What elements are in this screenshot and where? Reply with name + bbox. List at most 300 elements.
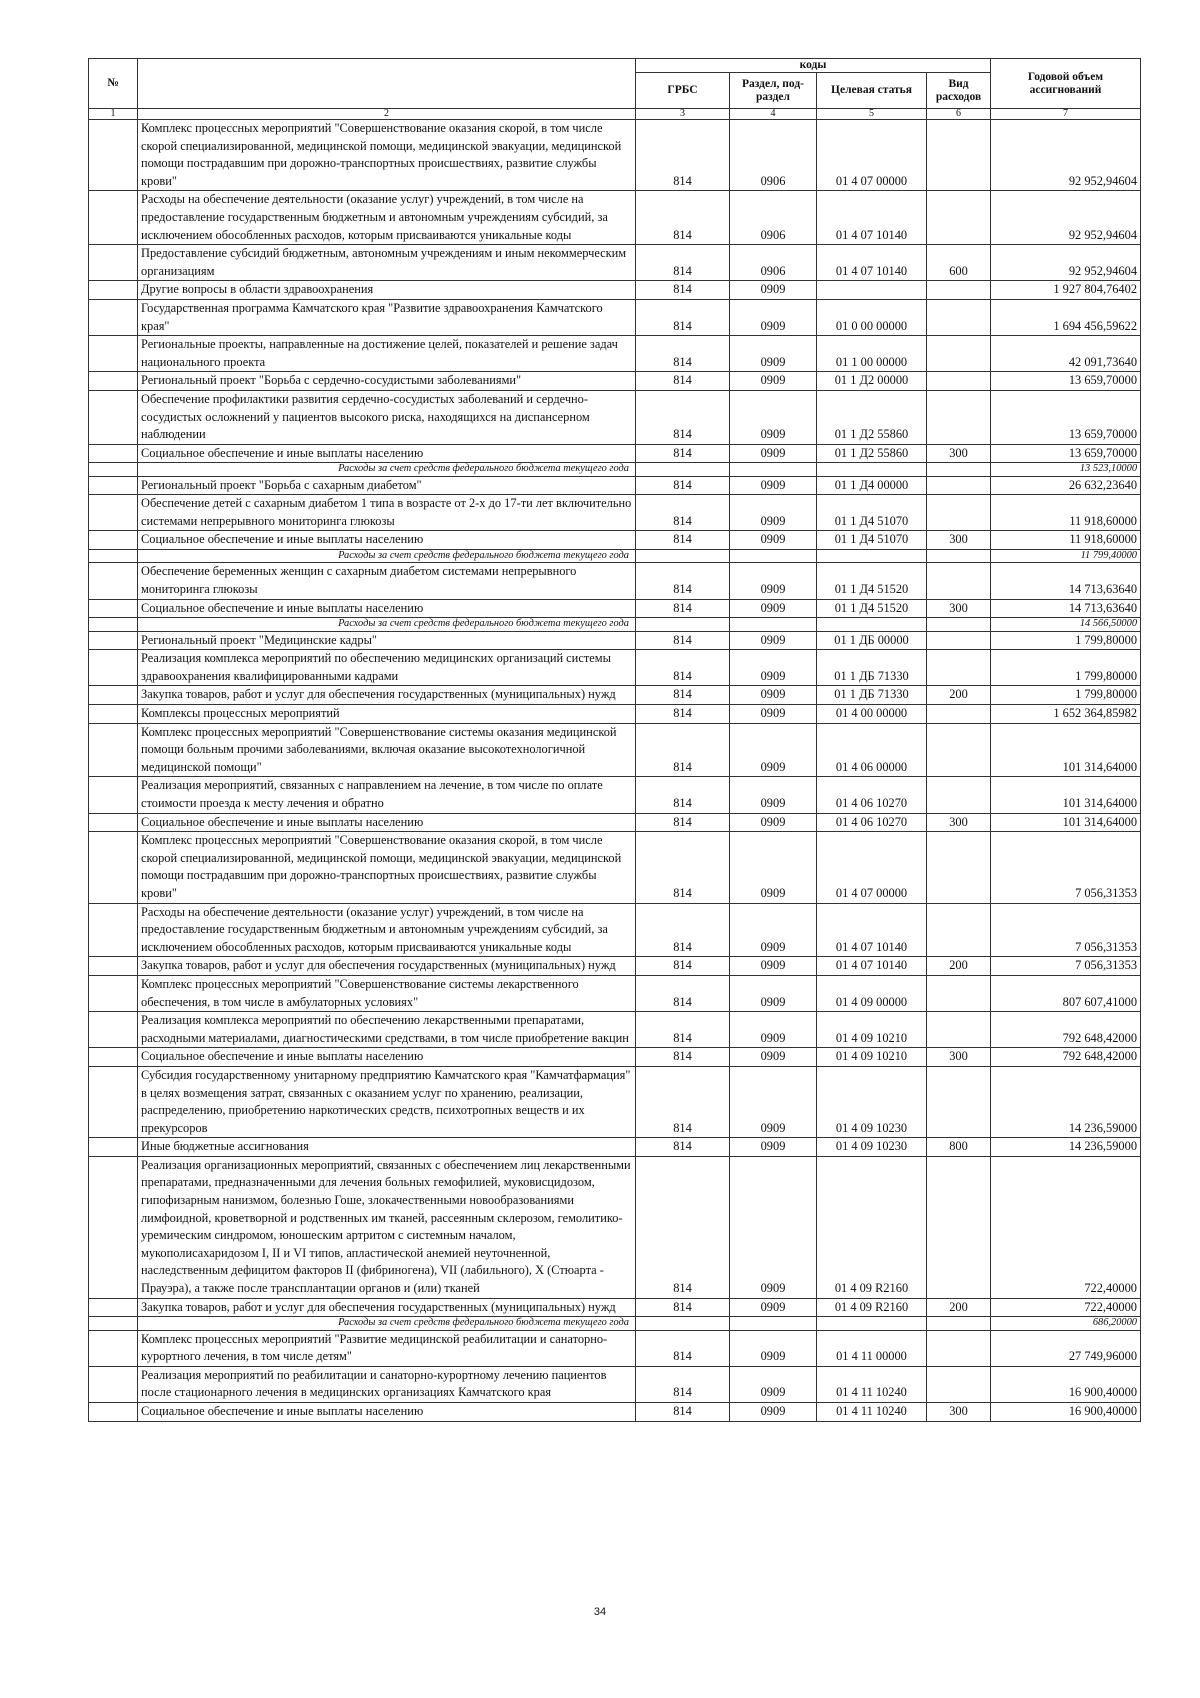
row-razdel: 0909 (730, 650, 817, 686)
row-celevaya (817, 618, 927, 631)
row-celevaya: 01 1 Д4 51070 (817, 531, 927, 550)
table-row (89, 372, 1141, 391)
row-grbs: 814 (636, 563, 730, 599)
row-celevaya (817, 463, 927, 476)
table-row (89, 1066, 1141, 1137)
row-grbs (636, 550, 730, 563)
row-razdel: 0909 (730, 281, 817, 300)
row-name: Реализация мероприятий по реабилитации и санаторно-курортному лечению пациентов после стационарного лечения в медицинских организациях Камчатского края (138, 1366, 636, 1402)
row-vid (927, 618, 991, 631)
row-name: Комплекс процессных мероприятий "Совершенствование оказания скорой, в том числе скорой специализированной, медицинской помощи, медицинской эвакуации, медицинской помощи пострадавшим при дорожно-транспортных происшествиях, развитие службы крови" (138, 120, 636, 191)
row-grbs: 814 (636, 1066, 730, 1137)
row-grbs (636, 618, 730, 631)
row-razdel: 0909 (730, 705, 817, 724)
row-celevaya: 01 4 06 00000 (817, 723, 927, 777)
row-number (89, 599, 138, 618)
row-razdel: 0909 (730, 631, 817, 650)
row-number (89, 463, 138, 476)
header-number: № (89, 59, 138, 109)
row-razdel: 0909 (730, 563, 817, 599)
row-razdel: 0909 (730, 531, 817, 550)
row-number (89, 957, 138, 976)
federal-budget-row (89, 1317, 1141, 1330)
row-celevaya: 01 1 Д4 00000 (817, 476, 927, 495)
table-row (89, 1156, 1141, 1298)
table-row (89, 686, 1141, 705)
row-vid: 200 (927, 957, 991, 976)
row-celevaya: 01 4 11 00000 (817, 1330, 927, 1366)
row-razdel (730, 1317, 817, 1330)
row-razdel: 0909 (730, 686, 817, 705)
row-number (89, 531, 138, 550)
row-grbs: 814 (636, 1048, 730, 1067)
row-vid (927, 563, 991, 599)
row-celevaya: 01 1 Д4 51520 (817, 599, 927, 618)
row-vid: 200 (927, 1298, 991, 1317)
row-razdel: 0909 (730, 723, 817, 777)
row-name: Комплекс процессных мероприятий "Совершенствование системы лекарственного обеспечения, в том числе в амбулаторных условиях" (138, 975, 636, 1011)
colnum-1: 1 (89, 109, 138, 120)
table-row (89, 1366, 1141, 1402)
row-razdel: 0909 (730, 444, 817, 463)
row-razdel: 0909 (730, 832, 817, 903)
table-row (89, 495, 1141, 531)
row-celevaya: 01 4 11 10240 (817, 1403, 927, 1422)
row-vid (927, 120, 991, 191)
row-number (89, 1298, 138, 1317)
row-razdel (730, 463, 817, 476)
row-amount: 16 900,40000 (991, 1403, 1141, 1422)
table-row (89, 1330, 1141, 1366)
colnum-2: 2 (138, 109, 636, 120)
row-celevaya: 01 4 09 R2160 (817, 1156, 927, 1298)
row-razdel: 0909 (730, 1138, 817, 1157)
row-grbs: 814 (636, 777, 730, 813)
row-number (89, 813, 138, 832)
table-header (89, 59, 1141, 120)
row-grbs: 814 (636, 191, 730, 245)
row-number (89, 903, 138, 957)
row-amount: 722,40000 (991, 1298, 1141, 1317)
row-celevaya: 01 4 07 10140 (817, 245, 927, 281)
table-row (89, 476, 1141, 495)
row-grbs: 814 (636, 495, 730, 531)
table-row (89, 975, 1141, 1011)
row-razdel: 0909 (730, 1403, 817, 1422)
row-celevaya: 01 1 Д2 55860 (817, 444, 927, 463)
row-amount: 92 952,94604 (991, 120, 1141, 191)
row-amount: 1 694 456,59622 (991, 299, 1141, 335)
row-amount: 7 056,31353 (991, 832, 1141, 903)
table-body (89, 120, 1141, 1422)
row-razdel: 0909 (730, 1366, 817, 1402)
colnum-5: 5 (817, 109, 927, 120)
row-amount: 11 799,40000 (991, 550, 1141, 563)
row-name: Комплексы процессных мероприятий (138, 705, 636, 724)
row-amount: 42 091,73640 (991, 336, 1141, 372)
row-grbs: 814 (636, 1012, 730, 1048)
row-number (89, 336, 138, 372)
row-number (89, 1330, 138, 1366)
row-grbs: 814 (636, 723, 730, 777)
row-grbs: 814 (636, 1403, 730, 1422)
row-name: Региональные проекты, направленные на достижение целей, показателей и решение задач национального проекта (138, 336, 636, 372)
row-vid: 300 (927, 531, 991, 550)
row-number (89, 191, 138, 245)
row-number (89, 1066, 138, 1137)
row-number (89, 1366, 138, 1402)
row-razdel: 0909 (730, 1330, 817, 1366)
row-celevaya: 01 1 ДБ 00000 (817, 631, 927, 650)
row-name: Обеспечение детей с сахарным диабетом 1 типа в возрасте от 2-х до 17-ти лет включительно системами непрерывного мониторинга глюкозы (138, 495, 636, 531)
budget-table-container (88, 58, 1140, 1422)
row-number (89, 1048, 138, 1067)
row-amount: 1 799,80000 (991, 650, 1141, 686)
page-number: 34 (593, 1606, 607, 1618)
row-grbs: 814 (636, 975, 730, 1011)
row-name: Предоставление субсидий бюджетным, автономным учреждениям и иным некоммерческим организациям (138, 245, 636, 281)
row-razdel (730, 618, 817, 631)
table-row (89, 903, 1141, 957)
row-name: Обеспечение профилактики развития сердечно-сосудистых заболеваний и сердечно-сосудистых осложнений у пациентов высокого риска, находящихся на диспансерном наблюдении (138, 390, 636, 444)
row-amount: 1 799,80000 (991, 686, 1141, 705)
row-number (89, 650, 138, 686)
row-name: Региональный проект "Борьба с сахарным диабетом" (138, 476, 636, 495)
row-celevaya: 01 1 Д2 55860 (817, 390, 927, 444)
row-vid (927, 495, 991, 531)
row-vid: 200 (927, 686, 991, 705)
row-number (89, 723, 138, 777)
row-celevaya: 01 0 00 00000 (817, 299, 927, 335)
row-number (89, 372, 138, 391)
row-vid (927, 723, 991, 777)
row-name: Реализация мероприятий, связанных с направлением на лечение, в том числе по оплате стоимости проезда к месту лечения и обратно (138, 777, 636, 813)
row-vid: 600 (927, 245, 991, 281)
row-amount: 14 236,59000 (991, 1066, 1141, 1137)
row-amount: 14 236,59000 (991, 1138, 1141, 1157)
row-name: Реализация комплекса мероприятий по обеспечению лекарственными препаратами, расходными материалами, диагностическими средствами, в том числе приобретение вакцин (138, 1012, 636, 1048)
row-amount: 101 314,64000 (991, 723, 1141, 777)
table-row (89, 299, 1141, 335)
table-row (89, 650, 1141, 686)
row-vid: 300 (927, 1403, 991, 1422)
row-grbs: 814 (636, 650, 730, 686)
row-celevaya: 01 1 ДБ 71330 (817, 650, 927, 686)
row-name: Закупка товаров, работ и услуг для обеспечения государственных (муниципальных) нужд (138, 957, 636, 976)
row-celevaya: 01 4 07 10140 (817, 957, 927, 976)
row-vid: 800 (927, 1138, 991, 1157)
row-grbs: 814 (636, 372, 730, 391)
row-grbs: 814 (636, 813, 730, 832)
row-name: Социальное обеспечение и иные выплаты населению (138, 1048, 636, 1067)
row-name: Комплекс процессных мероприятий "Развитие медицинской реабилитации и санаторно-курортного лечения, в том числе детям" (138, 1330, 636, 1366)
row-vid: 300 (927, 813, 991, 832)
row-number (89, 245, 138, 281)
federal-budget-row (89, 618, 1141, 631)
row-razdel: 0906 (730, 191, 817, 245)
row-name: Государственная программа Камчатского края "Развитие здравоохранения Камчатского края" (138, 299, 636, 335)
table-row (89, 1403, 1141, 1422)
row-amount: 92 952,94604 (991, 191, 1141, 245)
row-grbs: 814 (636, 903, 730, 957)
row-celevaya: 01 4 07 00000 (817, 832, 927, 903)
row-number (89, 1156, 138, 1298)
row-grbs: 814 (636, 705, 730, 724)
table-row (89, 281, 1141, 300)
row-name: Другие вопросы в области здравоохранения (138, 281, 636, 300)
row-amount: 13 659,70000 (991, 390, 1141, 444)
row-vid (927, 463, 991, 476)
row-number (89, 1317, 138, 1330)
row-grbs (636, 463, 730, 476)
row-number (89, 495, 138, 531)
row-amount: 807 607,41000 (991, 975, 1141, 1011)
row-vid (927, 650, 991, 686)
row-number (89, 832, 138, 903)
row-grbs: 814 (636, 299, 730, 335)
row-vid (927, 336, 991, 372)
row-grbs: 814 (636, 631, 730, 650)
row-razdel: 0906 (730, 120, 817, 191)
row-razdel: 0909 (730, 1156, 817, 1298)
row-razdel: 0909 (730, 957, 817, 976)
row-amount: 13 659,70000 (991, 372, 1141, 391)
row-vid (927, 1366, 991, 1402)
row-vid (927, 705, 991, 724)
row-name: Субсидия государственному унитарному предприятию Камчатского края "Камчатфармация" в целях возмещения затрат, связанных с оказанием услуг по хранению, реализации, распределению, приобретению наркотических средств, психотропных веществ и их прекурсоров (138, 1066, 636, 1137)
row-celevaya: 01 4 06 10270 (817, 777, 927, 813)
row-celevaya: 01 4 09 10210 (817, 1048, 927, 1067)
row-grbs: 814 (636, 599, 730, 618)
row-number (89, 686, 138, 705)
row-grbs: 814 (636, 444, 730, 463)
row-vid (927, 832, 991, 903)
row-vid (927, 975, 991, 1011)
row-razdel: 0909 (730, 336, 817, 372)
row-razdel: 0909 (730, 777, 817, 813)
row-number (89, 281, 138, 300)
row-vid (927, 1156, 991, 1298)
row-razdel: 0909 (730, 476, 817, 495)
row-vid (927, 550, 991, 563)
row-amount: 792 648,42000 (991, 1048, 1141, 1067)
row-number (89, 705, 138, 724)
table-row (89, 1012, 1141, 1048)
row-amount: 11 918,60000 (991, 495, 1141, 531)
row-celevaya: 01 1 Д4 51070 (817, 495, 927, 531)
row-amount: 92 952,94604 (991, 245, 1141, 281)
header-razdel: Раздел, под-раздел (730, 73, 817, 109)
row-vid (927, 372, 991, 391)
row-name: Закупка товаров, работ и услуг для обеспечения государственных (муниципальных) нужд (138, 686, 636, 705)
row-celevaya: 01 4 09 R2160 (817, 1298, 927, 1317)
row-vid (927, 631, 991, 650)
row-razdel: 0909 (730, 1066, 817, 1137)
table-row (89, 599, 1141, 618)
colnum-7: 7 (991, 109, 1141, 120)
row-number (89, 1012, 138, 1048)
row-name: Социальное обеспечение и иные выплаты населению (138, 1403, 636, 1422)
row-grbs: 814 (636, 336, 730, 372)
table-row (89, 705, 1141, 724)
row-vid (927, 903, 991, 957)
row-grbs: 814 (636, 686, 730, 705)
row-grbs: 814 (636, 531, 730, 550)
row-number (89, 476, 138, 495)
row-celevaya: 01 1 00 00000 (817, 336, 927, 372)
row-name: Социальное обеспечение и иные выплаты населению (138, 813, 636, 832)
row-name: Реализация организационных мероприятий, связанных с обеспечением лиц лекарственными препаратами, предназначенными для лечения больных гемофилией, муковисцидозом, гипофизарным нанизмом, болезнью Гоше, злокачественными новообразованиями лимфоидной, кроветворной и родственных им тканей, рассеянным склерозом, гемолитико-уремическим синдромом, юношеским артритом с системным началом, мукополисахаридозом I, II и VI типов, апластической анемией неуточненной, наследственным дефицитом факторов II (фибриногена), VII (лабильного), X (Стюарта - Прауэра), а также после трансплантации органов и (или) тканей (138, 1156, 636, 1298)
row-celevaya: 01 4 07 00000 (817, 120, 927, 191)
table-row (89, 1298, 1141, 1317)
row-amount: 13 659,70000 (991, 444, 1141, 463)
row-vid: 300 (927, 444, 991, 463)
row-celevaya: 01 1 ДБ 71330 (817, 686, 927, 705)
row-vid (927, 281, 991, 300)
row-grbs: 814 (636, 1330, 730, 1366)
table-row (89, 390, 1141, 444)
row-celevaya: 01 4 11 10240 (817, 1366, 927, 1402)
table-row (89, 631, 1141, 650)
row-vid (927, 191, 991, 245)
colnum-3: 3 (636, 109, 730, 120)
row-name: Комплекс процессных мероприятий "Совершенствование системы оказания медицинской помощи больным прочими заболеваниями, включая оказание высокотехнологичной медицинской помощи" (138, 723, 636, 777)
row-razdel: 0909 (730, 372, 817, 391)
row-amount: 1 652 364,85982 (991, 705, 1141, 724)
row-grbs: 814 (636, 390, 730, 444)
row-grbs: 814 (636, 1138, 730, 1157)
row-vid (927, 299, 991, 335)
row-amount: 16 900,40000 (991, 1366, 1141, 1402)
row-number (89, 563, 138, 599)
row-number (89, 1138, 138, 1157)
row-amount: 101 314,64000 (991, 777, 1141, 813)
row-name: Социальное обеспечение и иные выплаты населению (138, 444, 636, 463)
row-celevaya: 01 4 06 10270 (817, 813, 927, 832)
row-amount: 7 056,31353 (991, 903, 1141, 957)
federal-budget-row (89, 463, 1141, 476)
row-name: Расходы на обеспечение деятельности (оказание услуг) учреждений, в том числе на предоставление государственным бюджетным и автономным учреждениям субсидий, за исключением обособленных расходов, которым присваиваются уникальные коды (138, 903, 636, 957)
row-vid: 300 (927, 1048, 991, 1067)
row-amount: 27 749,96000 (991, 1330, 1141, 1366)
row-vid (927, 1012, 991, 1048)
row-number (89, 444, 138, 463)
table-row (89, 336, 1141, 372)
row-razdel (730, 550, 817, 563)
row-razdel: 0909 (730, 599, 817, 618)
row-amount: 7 056,31353 (991, 957, 1141, 976)
row-celevaya: 01 4 00 00000 (817, 705, 927, 724)
row-amount: 14 566,50000 (991, 618, 1141, 631)
row-celevaya: 01 1 Д4 51520 (817, 563, 927, 599)
header-amount: Годовой объем ассигнований (991, 59, 1141, 109)
table-row (89, 120, 1141, 191)
table-row (89, 957, 1141, 976)
row-number (89, 1403, 138, 1422)
table-row (89, 1048, 1141, 1067)
row-celevaya: 01 4 07 10140 (817, 191, 927, 245)
row-number (89, 390, 138, 444)
row-name: Иные бюджетные ассигнования (138, 1138, 636, 1157)
row-name: Обеспечение беременных женщин с сахарным диабетом системами непрерывного мониторинга глюкозы (138, 563, 636, 599)
row-vid (927, 390, 991, 444)
header-vid: Вид расходов (927, 73, 991, 109)
row-name: Региональный проект "Медицинские кадры" (138, 631, 636, 650)
row-celevaya: 01 1 Д2 00000 (817, 372, 927, 391)
row-amount: 26 632,23640 (991, 476, 1141, 495)
row-name: Социальное обеспечение и иные выплаты населению (138, 531, 636, 550)
row-celevaya (817, 281, 927, 300)
row-amount: 101 314,64000 (991, 813, 1141, 832)
row-celevaya: 01 4 09 10230 (817, 1138, 927, 1157)
row-name: Расходы за счет средств федерального бюджета текущего года (138, 618, 636, 631)
federal-budget-row (89, 550, 1141, 563)
colnum-4: 4 (730, 109, 817, 120)
row-vid (927, 777, 991, 813)
row-vid (927, 1317, 991, 1330)
row-grbs: 814 (636, 1156, 730, 1298)
row-name: Расходы за счет средств федерального бюджета текущего года (138, 463, 636, 476)
table-row (89, 245, 1141, 281)
row-amount: 792 648,42000 (991, 1012, 1141, 1048)
row-celevaya: 01 4 09 00000 (817, 975, 927, 1011)
table-row (89, 777, 1141, 813)
row-number (89, 299, 138, 335)
row-razdel: 0909 (730, 1048, 817, 1067)
row-celevaya: 01 4 07 10140 (817, 903, 927, 957)
row-number (89, 631, 138, 650)
budget-table (88, 58, 1141, 1422)
row-grbs: 814 (636, 245, 730, 281)
table-row (89, 444, 1141, 463)
row-razdel: 0909 (730, 1012, 817, 1048)
row-number (89, 777, 138, 813)
row-razdel: 0909 (730, 1298, 817, 1317)
table-row (89, 191, 1141, 245)
header-grbs: ГРБС (636, 73, 730, 109)
row-vid (927, 1066, 991, 1137)
row-name: Закупка товаров, работ и услуг для обеспечения государственных (муниципальных) нужд (138, 1298, 636, 1317)
row-razdel: 0909 (730, 390, 817, 444)
row-amount: 13 523,10000 (991, 463, 1141, 476)
header-name (138, 59, 636, 109)
header-celevaya: Целевая статья (817, 73, 927, 109)
row-grbs: 814 (636, 832, 730, 903)
row-grbs: 814 (636, 120, 730, 191)
row-grbs: 814 (636, 1366, 730, 1402)
row-razdel: 0909 (730, 813, 817, 832)
row-celevaya: 01 4 09 10230 (817, 1066, 927, 1137)
row-amount: 686,20000 (991, 1317, 1141, 1330)
row-razdel: 0909 (730, 903, 817, 957)
row-amount: 14 713,63640 (991, 563, 1141, 599)
row-grbs (636, 1317, 730, 1330)
row-celevaya (817, 1317, 927, 1330)
row-razdel: 0909 (730, 975, 817, 1011)
table-row (89, 832, 1141, 903)
row-vid (927, 476, 991, 495)
row-name: Реализация комплекса мероприятий по обеспечению медицинских организаций системы здравоохранения квалифицированными кадрами (138, 650, 636, 686)
row-name: Расходы на обеспечение деятельности (оказание услуг) учреждений, в том числе на предоставление государственным бюджетным и автономным учреждениям субсидий, за исключением обособленных расходов, которым присваиваются уникальные коды (138, 191, 636, 245)
row-razdel: 0909 (730, 299, 817, 335)
row-amount: 14 713,63640 (991, 599, 1141, 618)
row-razdel: 0909 (730, 495, 817, 531)
row-number (89, 618, 138, 631)
row-razdel: 0906 (730, 245, 817, 281)
row-name: Расходы за счет средств федерального бюджета текущего года (138, 550, 636, 563)
row-grbs: 814 (636, 1298, 730, 1317)
row-grbs: 814 (636, 476, 730, 495)
